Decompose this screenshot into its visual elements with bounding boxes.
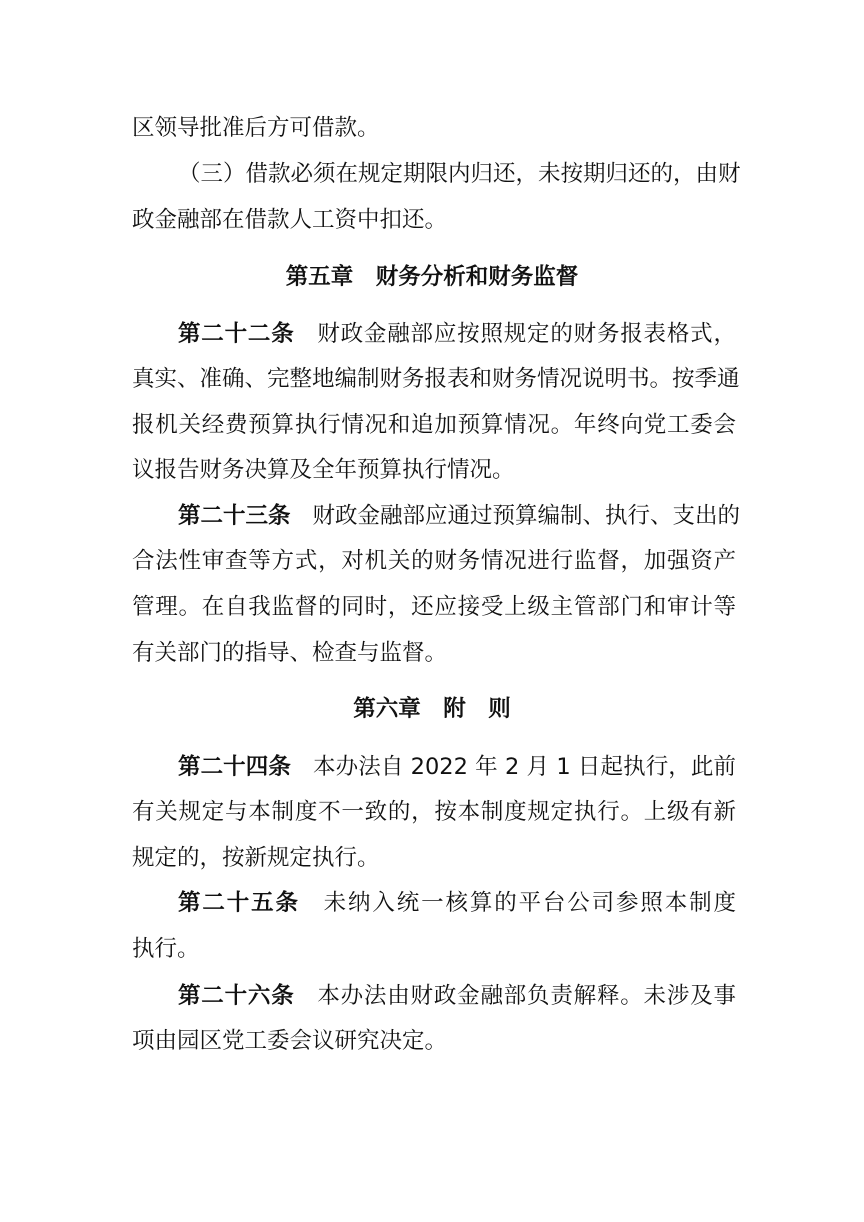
text-line: 管理。在自我监督的同时，还应接受上级主管部门和审计等 [132, 594, 736, 620]
chapter-six-title: 第六章 附 则 [353, 696, 511, 722]
article-24-line: 第二十四条 本办法自 2022 年 2 月 1 日起执行，此前 [178, 754, 736, 780]
text-line: 政金融部在借款人工资中扣还。 [132, 207, 448, 233]
article-label: 第二十三条 [178, 503, 291, 529]
text-line: 真实、准确、完整地编制财务报表和财务情况说明书。按季通 [132, 366, 740, 392]
text-line: 项由园区党工委会议研究决定。 [132, 1028, 448, 1054]
text-line: （三）借款必须在规定期限内归还，未按期归还的，由财 [178, 161, 741, 187]
article-label: 第二十五条 [178, 890, 300, 916]
text-line: 执行。 [132, 936, 200, 962]
text-line: 区领导批准后方可借款。 [132, 115, 380, 141]
text-line: 议报告财务决算及全年预算执行情况。 [132, 457, 515, 483]
article-label: 第二十六条 [178, 983, 295, 1009]
article-22-line: 第二十二条 财政金融部应按照规定的财务报表格式， [178, 321, 736, 347]
article-25-line: 第二十五条 未纳入统一核算的平台公司参照本制度 [178, 890, 736, 916]
article-26-line: 第二十六条 本办法由财政金融部负责解释。未涉及事 [178, 983, 736, 1009]
article-23-line: 第二十三条 财政金融部应通过预算编制、执行、支出的 [178, 503, 741, 529]
text-line: 合法性审查等方式，对机关的财务情况进行监督，加强资产 [132, 548, 736, 574]
text-line: 有关规定与本制度不一致的，按本制度规定执行。上级有新 [132, 799, 736, 825]
article-label: 第二十二条 [178, 321, 295, 347]
article-label: 第二十四条 [178, 754, 291, 780]
chapter-five-title: 第五章 财务分析和财务监督 [285, 264, 579, 290]
text-line: 规定的，按新规定执行。 [132, 845, 380, 871]
text-line: 有关部门的指导、检查与监督。 [132, 640, 448, 666]
text-line: 报机关经费预算执行情况和追加预算情况。年终向党工委会 [132, 412, 736, 438]
